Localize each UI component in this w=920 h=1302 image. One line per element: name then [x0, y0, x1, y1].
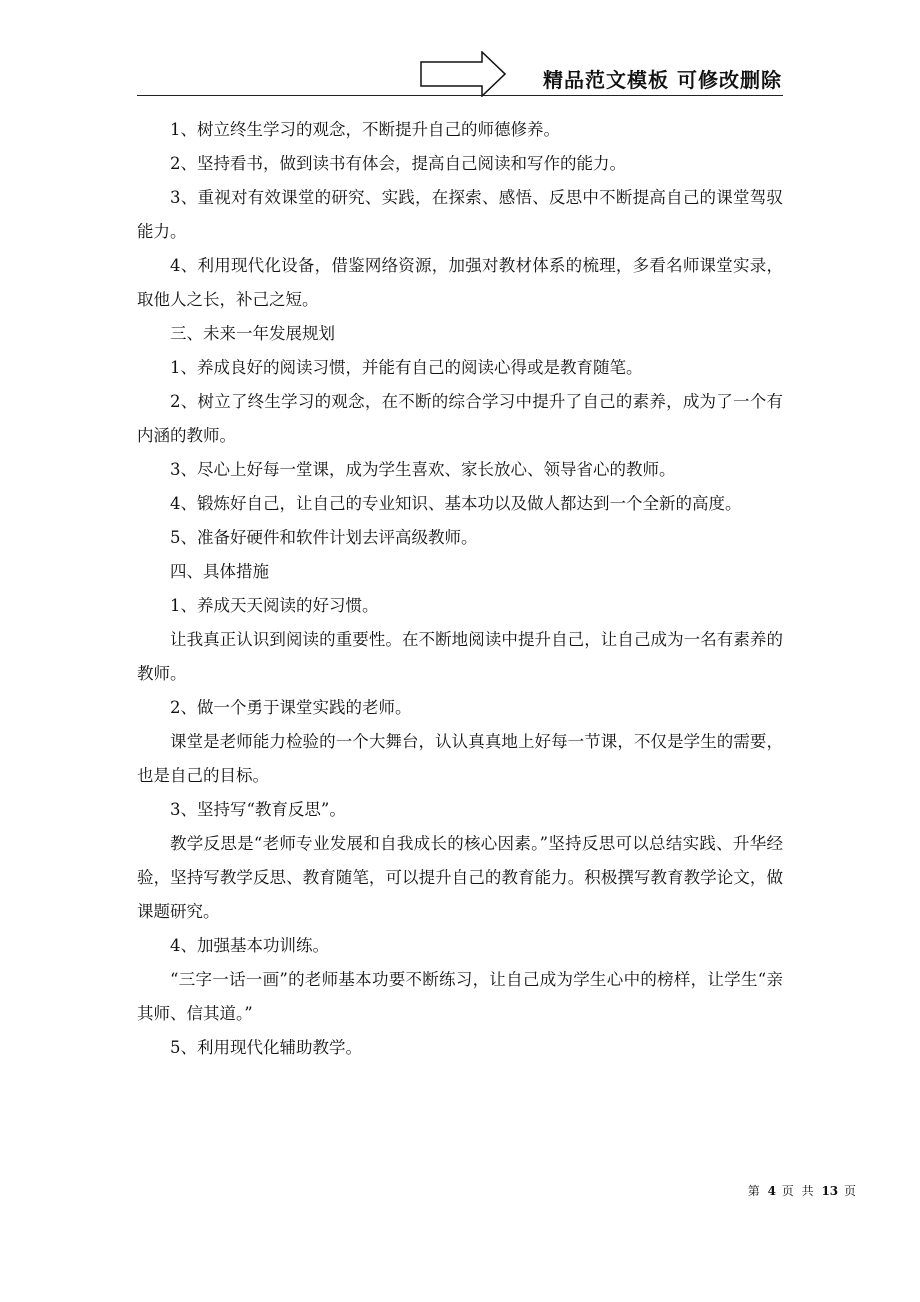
page-number-footer — [748, 1182, 858, 1199]
current-page: 4 — [767, 1184, 776, 1198]
paragraph: 教学反思是“老师专业发展和自我成长的核心因素。”坚持反思可以总结实践、升华经验，坚持写教学反思、教育随笔，可以提升自己的教育能力。积极撰写教育教学论文，做课题研究。 — [137, 834, 783, 921]
paragraph: 1、养成良好的阅读习惯，并能有自己的阅读心得或是教育随笔。 — [170, 358, 643, 377]
paragraph: 课堂是老师能力检验的一个大舞台，认认真真地上好每一节课，不仅是学生的需要，也是自己的目标。 — [137, 732, 783, 785]
paragraph: 5、利用现代化辅助教学。 — [170, 1038, 362, 1057]
paragraph: 2、做一个勇于课堂实践的老师。 — [170, 698, 412, 717]
paragraph: 1、树立终生学习的观念，不断提升自己的师德修养。 — [170, 120, 560, 139]
footer-suffix: 页 — [843, 1184, 858, 1198]
document-body — [137, 113, 783, 1065]
section-heading: 三、未来一年发展规划 — [170, 324, 335, 343]
arrow-icon — [420, 51, 506, 97]
paragraph: 4、利用现代化设备，借鉴网络资源，加强对教材体系的梳理，多看名师课堂实录，取他人之长，补己之短。 — [137, 256, 783, 309]
footer-prefix: 第 — [747, 1184, 762, 1198]
paragraph: “三字一话一画”的老师基本功要不断练习，让自己成为学生心中的榜样，让学生“亲其师、信其道。” — [137, 970, 783, 1023]
header-title: 精品范文模板 可修改删除 — [543, 68, 782, 92]
paragraph: 2、坚持看书，做到读书有体会，提高自己阅读和写作的能力。 — [170, 154, 626, 173]
paragraph: 5、准备好硬件和软件计划去评高级教师。 — [170, 528, 478, 547]
header-divider — [137, 95, 783, 96]
paragraph: 3、坚持写“教育反思”。 — [170, 800, 346, 819]
paragraph: 4、锻炼好自己，让自己的专业知识、基本功以及做人都达到一个全新的高度。 — [170, 494, 742, 513]
paragraph: 1、养成天天阅读的好习惯。 — [170, 596, 379, 615]
paragraph: 让我真正认识到阅读的重要性。在不断地阅读中提升自己，让自己成为一名有素养的教师。 — [137, 630, 783, 683]
paragraph: 4、加强基本功训练。 — [170, 936, 329, 955]
paragraph: 3、尽心上好每一堂课，成为学生喜欢、家长放心、领导省心的教师。 — [170, 460, 676, 479]
section-heading: 四、具体措施 — [170, 562, 269, 581]
total-pages: 13 — [821, 1184, 839, 1198]
footer-middle: 页 共 — [781, 1184, 816, 1198]
paragraph: 2、树立了终生学习的观念，在不断的综合学习中提升了自己的素养，成为了一个有内涵的教师。 — [137, 392, 783, 445]
paragraph: 3、重视对有效课堂的研究、实践，在探索、感悟、反思中不断提高自己的课堂驾驭能力。 — [137, 188, 783, 241]
